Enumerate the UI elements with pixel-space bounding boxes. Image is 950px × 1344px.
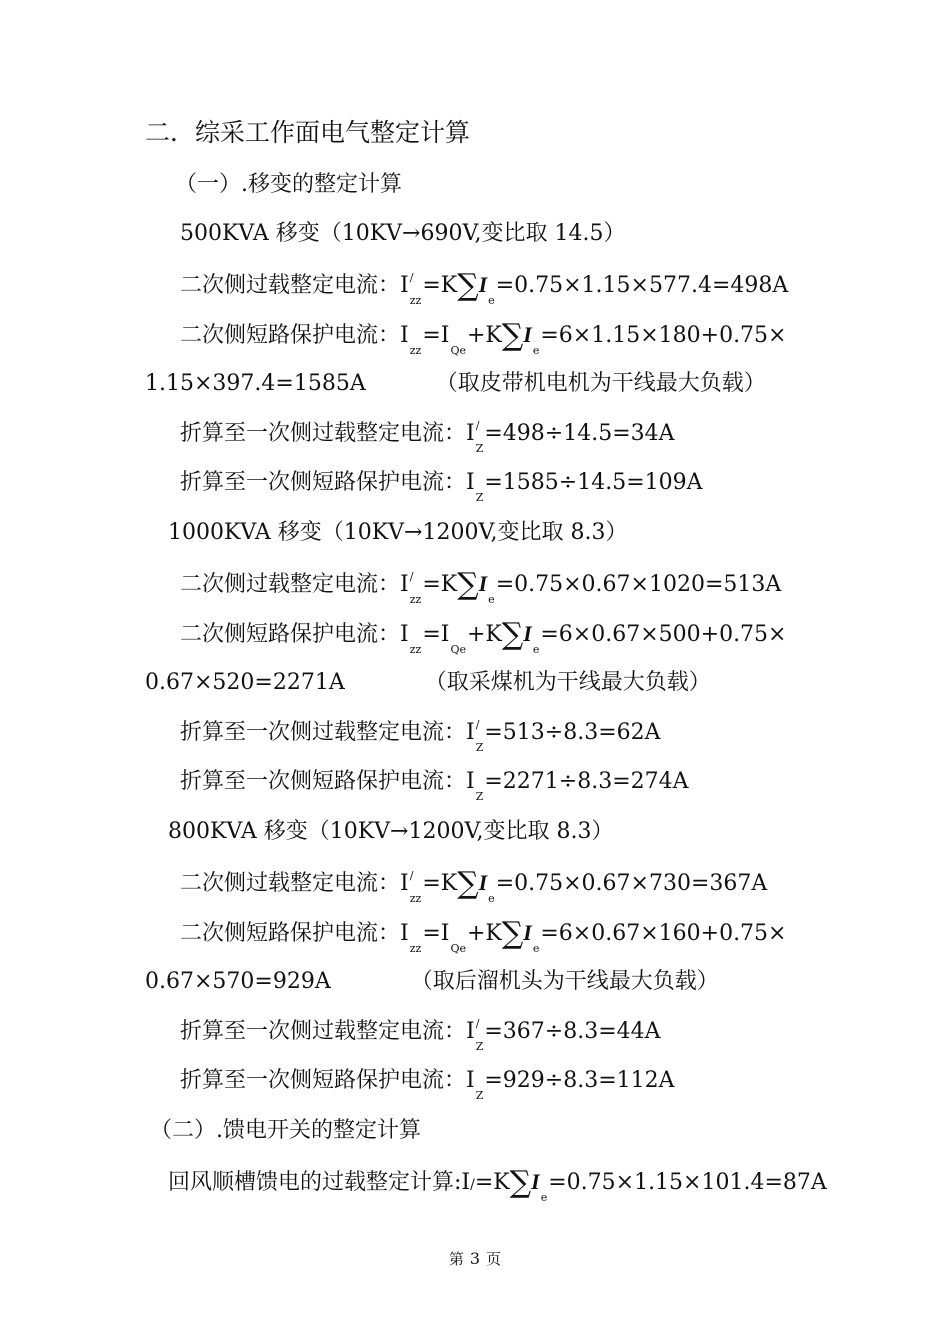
equals-sign: = xyxy=(422,921,441,946)
t500-note: （取皮带机电机为干线最大负载） xyxy=(435,371,766,396)
equals-sign: = xyxy=(422,622,441,647)
feeder-overload-result: =0.75×1.15×101.4=87A xyxy=(548,1170,827,1195)
current-symbol: I xyxy=(461,1170,471,1195)
subscript: / Z xyxy=(475,718,484,754)
t1000-short-label: 二次侧短路保护电流： xyxy=(180,622,401,647)
t800-short-cont-text: 0.67×570=929A xyxy=(145,969,331,994)
t800-short-line xyxy=(180,916,787,955)
subscript-z: Z xyxy=(475,491,484,504)
section-1-heading: （一）.移变的整定计算 xyxy=(175,172,402,197)
subscript: / zz xyxy=(409,570,422,606)
feeder-overload-line xyxy=(168,1165,827,1204)
subscript-z: Z xyxy=(475,790,484,803)
sigma-symbol: ∑ xyxy=(457,866,479,901)
subscript-zz: zz xyxy=(409,643,422,656)
t800-short-result: =6×0.67×160+0.75× xyxy=(540,921,787,946)
k-coefficient: K xyxy=(485,622,502,647)
current-symbol: I xyxy=(440,921,450,946)
t500-short-line xyxy=(180,318,787,357)
current-symbol: I xyxy=(466,1068,475,1093)
t500-primary-overload-label: 折算至一次侧过载整定电流： xyxy=(180,421,467,446)
subscript-e: e xyxy=(488,294,495,307)
current-symbol: I xyxy=(440,323,450,348)
current-symbol: I xyxy=(400,572,409,597)
t1000-primary-overload-label: 折算至一次侧过载整定电流： xyxy=(180,720,467,745)
plus-sign: + xyxy=(466,323,486,348)
t1000-overload-line xyxy=(180,567,782,606)
t500-primary-short-result: =1585÷14.5=109A xyxy=(484,470,703,495)
t500-short-label: 二次侧短路保护电流： xyxy=(180,323,401,348)
subscript-qe: Qe xyxy=(450,344,466,357)
sigma-symbol: ∑ xyxy=(501,916,524,951)
t500-primary-short-label: 折算至一次侧短路保护电流： xyxy=(180,470,467,495)
current-symbol-bold: I xyxy=(523,322,532,347)
t800-note: （取后溜机头为干线最大负载） xyxy=(410,969,719,994)
t1000-overload-result: =0.75×0.67×1020=513A xyxy=(495,572,782,597)
current-symbol-bold: I xyxy=(478,870,488,895)
page-footer xyxy=(0,1248,950,1269)
t500-primary-short-line xyxy=(180,468,703,504)
current-symbol: I xyxy=(466,769,475,794)
sigma-symbol: ∑ xyxy=(509,1165,532,1200)
slash: / xyxy=(470,1177,475,1193)
current-symbol: I xyxy=(466,1019,475,1044)
k-coefficient: K xyxy=(440,871,458,896)
current-symbol-bold: I xyxy=(523,621,532,646)
subscript-e: e xyxy=(488,593,495,606)
t1000-overload-label: 二次侧过载整定电流： xyxy=(180,572,401,597)
t500-primary-overload-result: =498÷14.5=34A xyxy=(484,421,675,446)
t1000-short-result: =6×0.67×500+0.75× xyxy=(540,622,787,647)
t500-primary-overload-line xyxy=(180,419,675,455)
equals-sign: = xyxy=(474,1170,494,1195)
t800-short-cont xyxy=(145,967,719,997)
t1000-short-line xyxy=(180,617,787,656)
subscript-z: Z xyxy=(475,1089,484,1102)
subscript: / zz xyxy=(409,869,422,905)
current-symbol: I xyxy=(400,622,409,647)
t1000-header: 1000KVA 移变（10KV→1200V,变比取 8.3） xyxy=(168,520,628,545)
t1000-primary-short-line xyxy=(180,767,689,803)
t800-short-label: 二次侧短路保护电流： xyxy=(180,921,401,946)
t800-primary-overload-line xyxy=(180,1017,661,1053)
k-coefficient: K xyxy=(485,323,502,348)
current-symbol: I xyxy=(466,720,475,745)
k-coefficient: =K xyxy=(422,273,458,298)
feeder-overload-label: 回风顺槽馈电的过载整定计算: xyxy=(168,1170,462,1195)
sigma-symbol: ∑ xyxy=(457,567,479,602)
t1000-note: （取采煤机为干线最大负载） xyxy=(424,670,711,695)
t1000-primary-short-result: =2271÷8.3=274A xyxy=(484,769,689,794)
k-coefficient: K xyxy=(440,572,458,597)
t500-short-result: =6×1.15×180+0.75× xyxy=(540,323,787,348)
k-coefficient: K xyxy=(485,921,502,946)
sigma-symbol: ∑ xyxy=(501,318,524,353)
subscript-e: e xyxy=(488,892,495,905)
subscript-e: e xyxy=(532,643,540,656)
subscript-zz: zz xyxy=(409,942,422,955)
t1000-primary-overload-line xyxy=(180,718,661,754)
t800-primary-short-label: 折算至一次侧短路保护电流： xyxy=(180,1068,467,1093)
equals-sign: = xyxy=(422,323,441,348)
plus-sign: + xyxy=(466,921,486,946)
footer-suffix: 页 xyxy=(486,1250,502,1268)
page-title: 二．综采工作面电气整定计算 xyxy=(145,118,471,147)
current-symbol-bold: I xyxy=(478,272,488,297)
t800-primary-short-line xyxy=(180,1066,675,1102)
t500-overload-label: 二次侧过载整定电流： xyxy=(180,273,401,298)
t1000-short-cont-text: 0.67×520=2271A xyxy=(145,670,345,695)
equals-sign: = xyxy=(422,572,441,597)
current-symbol: I xyxy=(466,470,475,495)
current-symbol: I xyxy=(400,273,409,298)
subscript-e: e xyxy=(532,942,540,955)
t800-overload-result: =0.75×0.67×730=367A xyxy=(495,871,768,896)
t1000-primary-short-label: 折算至一次侧短路保护电流： xyxy=(180,769,467,794)
t800-overload-line xyxy=(180,866,768,905)
t800-overload-label: 二次侧过载整定电流： xyxy=(180,871,401,896)
footer-prefix: 第 xyxy=(448,1250,464,1268)
t500-short-cont-text: 1.15×397.4=1585A xyxy=(145,371,366,396)
current-symbol: I xyxy=(466,421,475,446)
subscript: / Z xyxy=(475,419,484,455)
t500-overload-result: =0.75×1.15×577.4=498A xyxy=(495,273,789,298)
t800-primary-overload-result: =367÷8.3=44A xyxy=(484,1019,661,1044)
current-symbol: I xyxy=(400,871,409,896)
subscript-e: e xyxy=(532,344,540,357)
t500-header: 500KVA 移变（10KV→690V,变比取 14.5） xyxy=(180,221,626,246)
subscript: / zz xyxy=(409,271,422,307)
t500-short-cont xyxy=(145,369,766,399)
subscript: / Z xyxy=(475,1017,484,1053)
t800-primary-overload-label: 折算至一次侧过载整定电流： xyxy=(180,1019,467,1044)
t500-overload-line xyxy=(180,268,789,307)
sigma-symbol: ∑ xyxy=(501,617,524,652)
current-symbol-bold: I xyxy=(478,571,488,596)
current-symbol-bold: I xyxy=(523,920,532,945)
subscript-qe: Qe xyxy=(450,942,466,955)
t800-header: 800KVA 移变（10KV→1200V,变比取 8.3） xyxy=(168,819,614,844)
subscript-e: e xyxy=(540,1191,548,1204)
subscript-qe: Qe xyxy=(450,643,466,656)
t1000-primary-overload-result: =513÷8.3=62A xyxy=(484,720,661,745)
current-symbol: I xyxy=(440,622,450,647)
sigma-symbol: ∑ xyxy=(457,268,479,303)
t800-primary-short-result: =929÷8.3=112A xyxy=(484,1068,675,1093)
current-symbol-bold: I xyxy=(531,1169,540,1194)
section-2-heading: （二）.馈电开关的整定计算 xyxy=(150,1118,421,1143)
page-number: 3 xyxy=(469,1249,481,1268)
subscript-zz: zz xyxy=(409,344,422,357)
k-coefficient: K xyxy=(493,1170,510,1195)
plus-sign: + xyxy=(466,622,486,647)
equals-sign: = xyxy=(422,871,441,896)
t1000-short-cont xyxy=(145,668,711,698)
current-symbol: I xyxy=(400,323,409,348)
current-symbol: I xyxy=(400,921,409,946)
